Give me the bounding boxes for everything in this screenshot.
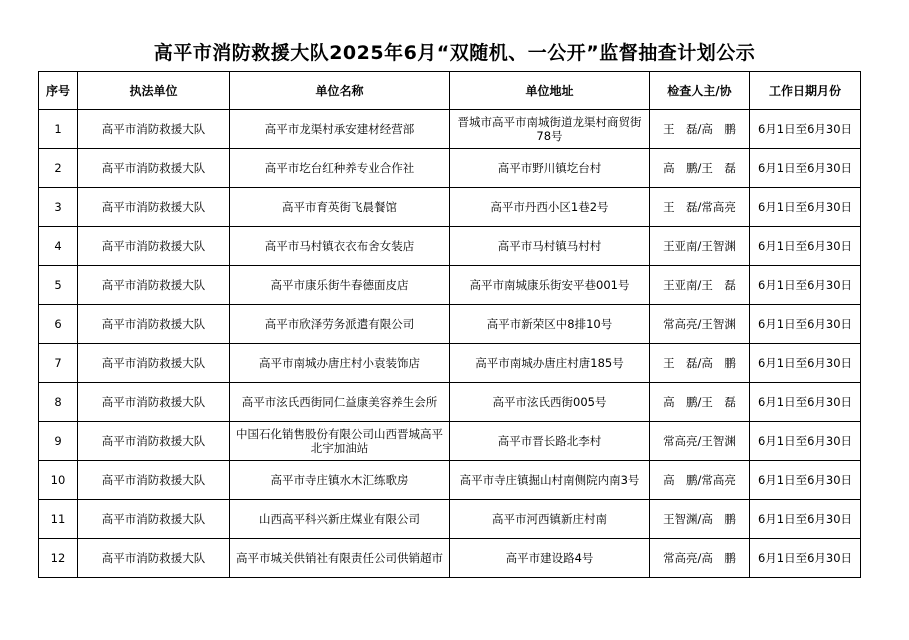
cell-unit-address: 高平市晋长路北李村 bbox=[450, 422, 650, 461]
cell-no: 7 bbox=[39, 344, 78, 383]
cell-unit-address: 晋城市高平市南城街道龙渠村商贸街78号 bbox=[450, 110, 650, 149]
table-row bbox=[39, 539, 861, 578]
cell-no: 3 bbox=[39, 188, 78, 227]
cell-inspectors: 王智渊/高 鹏 bbox=[650, 500, 750, 539]
cell-work-period: 6月1日至6月30日 bbox=[750, 110, 861, 149]
table-row bbox=[39, 422, 861, 461]
cell-work-period: 6月1日至6月30日 bbox=[750, 383, 861, 422]
cell-work-period: 6月1日至6月30日 bbox=[750, 266, 861, 305]
header-no: 序号 bbox=[39, 72, 78, 110]
table-row bbox=[39, 461, 861, 500]
cell-unit-address: 高平市泫氏西街005号 bbox=[450, 383, 650, 422]
cell-unit-address: 高平市寺庄镇掘山村南侧院内南3号 bbox=[450, 461, 650, 500]
cell-no: 11 bbox=[39, 500, 78, 539]
cell-no: 10 bbox=[39, 461, 78, 500]
cell-inspectors: 常高亮/王智渊 bbox=[650, 422, 750, 461]
cell-inspectors: 高 鹏/王 磊 bbox=[650, 383, 750, 422]
cell-unit-name: 高平市城关供销社有限责任公司供销超市 bbox=[230, 539, 450, 578]
cell-no: 1 bbox=[39, 110, 78, 149]
cell-agency: 高平市消防救援大队 bbox=[78, 305, 230, 344]
cell-agency: 高平市消防救援大队 bbox=[78, 344, 230, 383]
cell-unit-name: 高平市欣泽劳务派遣有限公司 bbox=[230, 305, 450, 344]
cell-work-period: 6月1日至6月30日 bbox=[750, 227, 861, 266]
cell-unit-name: 高平市寺庄镇水木汇练歌房 bbox=[230, 461, 450, 500]
cell-work-period: 6月1日至6月30日 bbox=[750, 305, 861, 344]
table-row bbox=[39, 266, 861, 305]
table-row bbox=[39, 188, 861, 227]
cell-unit-address: 高平市丹西小区1巷2号 bbox=[450, 188, 650, 227]
cell-work-period: 6月1日至6月30日 bbox=[750, 461, 861, 500]
cell-unit-address: 高平市河西镇新庄村南 bbox=[450, 500, 650, 539]
cell-agency: 高平市消防救援大队 bbox=[78, 149, 230, 188]
table-row bbox=[39, 305, 861, 344]
header-unit-name: 单位名称 bbox=[230, 72, 450, 110]
cell-inspectors: 高 鹏/王 磊 bbox=[650, 149, 750, 188]
cell-work-period: 6月1日至6月30日 bbox=[750, 500, 861, 539]
cell-no: 5 bbox=[39, 266, 78, 305]
cell-unit-name: 高平市龙渠村承安建材经营部 bbox=[230, 110, 450, 149]
cell-no: 9 bbox=[39, 422, 78, 461]
cell-unit-name: 高平市马村镇衣衣布舍女装店 bbox=[230, 227, 450, 266]
cell-no: 6 bbox=[39, 305, 78, 344]
cell-agency: 高平市消防救援大队 bbox=[78, 227, 230, 266]
cell-work-period: 6月1日至6月30日 bbox=[750, 149, 861, 188]
cell-unit-name: 高平市康乐街牛春德面皮店 bbox=[230, 266, 450, 305]
cell-work-period: 6月1日至6月30日 bbox=[750, 539, 861, 578]
table-row bbox=[39, 110, 861, 149]
cell-agency: 高平市消防救援大队 bbox=[78, 539, 230, 578]
cell-inspectors: 常高亮/王智渊 bbox=[650, 305, 750, 344]
cell-unit-name: 高平市泫氏西街同仁益康美容养生会所 bbox=[230, 383, 450, 422]
cell-inspectors: 王亚南/王 磊 bbox=[650, 266, 750, 305]
cell-work-period: 6月1日至6月30日 bbox=[750, 422, 861, 461]
cell-unit-address: 高平市建设路4号 bbox=[450, 539, 650, 578]
cell-inspectors: 王 磊/高 鹏 bbox=[650, 110, 750, 149]
cell-inspectors: 王 磊/常高亮 bbox=[650, 188, 750, 227]
cell-unit-address: 高平市南城办唐庄村唐185号 bbox=[450, 344, 650, 383]
cell-inspectors: 常高亮/高 鹏 bbox=[650, 539, 750, 578]
cell-work-period: 6月1日至6月30日 bbox=[750, 344, 861, 383]
cell-unit-address: 高平市马村镇马村村 bbox=[450, 227, 650, 266]
cell-no: 2 bbox=[39, 149, 78, 188]
cell-unit-address: 高平市野川镇圪台村 bbox=[450, 149, 650, 188]
cell-unit-name: 高平市南城办唐庄村小袁装饰店 bbox=[230, 344, 450, 383]
cell-unit-address: 高平市南城康乐街安平巷001号 bbox=[450, 266, 650, 305]
cell-agency: 高平市消防救援大队 bbox=[78, 500, 230, 539]
cell-work-period: 6月1日至6月30日 bbox=[750, 188, 861, 227]
cell-unit-name: 山西高平科兴新庄煤业有限公司 bbox=[230, 500, 450, 539]
cell-no: 12 bbox=[39, 539, 78, 578]
cell-agency: 高平市消防救援大队 bbox=[78, 461, 230, 500]
cell-no: 8 bbox=[39, 383, 78, 422]
cell-inspectors: 王亚南/王智渊 bbox=[650, 227, 750, 266]
table-row bbox=[39, 344, 861, 383]
cell-agency: 高平市消防救援大队 bbox=[78, 110, 230, 149]
header-inspectors: 检查人主/协 bbox=[650, 72, 750, 110]
cell-agency: 高平市消防救援大队 bbox=[78, 383, 230, 422]
table-row bbox=[39, 149, 861, 188]
cell-unit-address: 高平市新荣区中8排10号 bbox=[450, 305, 650, 344]
document-title: 高平市消防救援大队2025年6月“双随机、一公开”监督抽查计划公示 bbox=[153, 42, 756, 64]
cell-agency: 高平市消防救援大队 bbox=[78, 422, 230, 461]
header-unit-address: 单位地址 bbox=[450, 72, 650, 110]
table-row bbox=[39, 500, 861, 539]
cell-unit-name: 中国石化销售股份有限公司山西晋城高平北宇加油站 bbox=[230, 422, 450, 461]
cell-inspectors: 高 鹏/常高亮 bbox=[650, 461, 750, 500]
inspection-plan-table bbox=[38, 71, 861, 578]
cell-agency: 高平市消防救援大队 bbox=[78, 188, 230, 227]
cell-agency: 高平市消防救援大队 bbox=[78, 266, 230, 305]
header-row bbox=[39, 72, 861, 110]
cell-inspectors: 王 磊/高 鹏 bbox=[650, 344, 750, 383]
cell-unit-name: 高平市育英街飞晨餐馆 bbox=[230, 188, 450, 227]
cell-unit-name: 高平市圪台红种养专业合作社 bbox=[230, 149, 450, 188]
cell-no: 4 bbox=[39, 227, 78, 266]
table-row bbox=[39, 383, 861, 422]
header-work-period: 工作日期月份 bbox=[750, 72, 861, 110]
table-row bbox=[39, 227, 861, 266]
header-agency: 执法单位 bbox=[78, 72, 230, 110]
